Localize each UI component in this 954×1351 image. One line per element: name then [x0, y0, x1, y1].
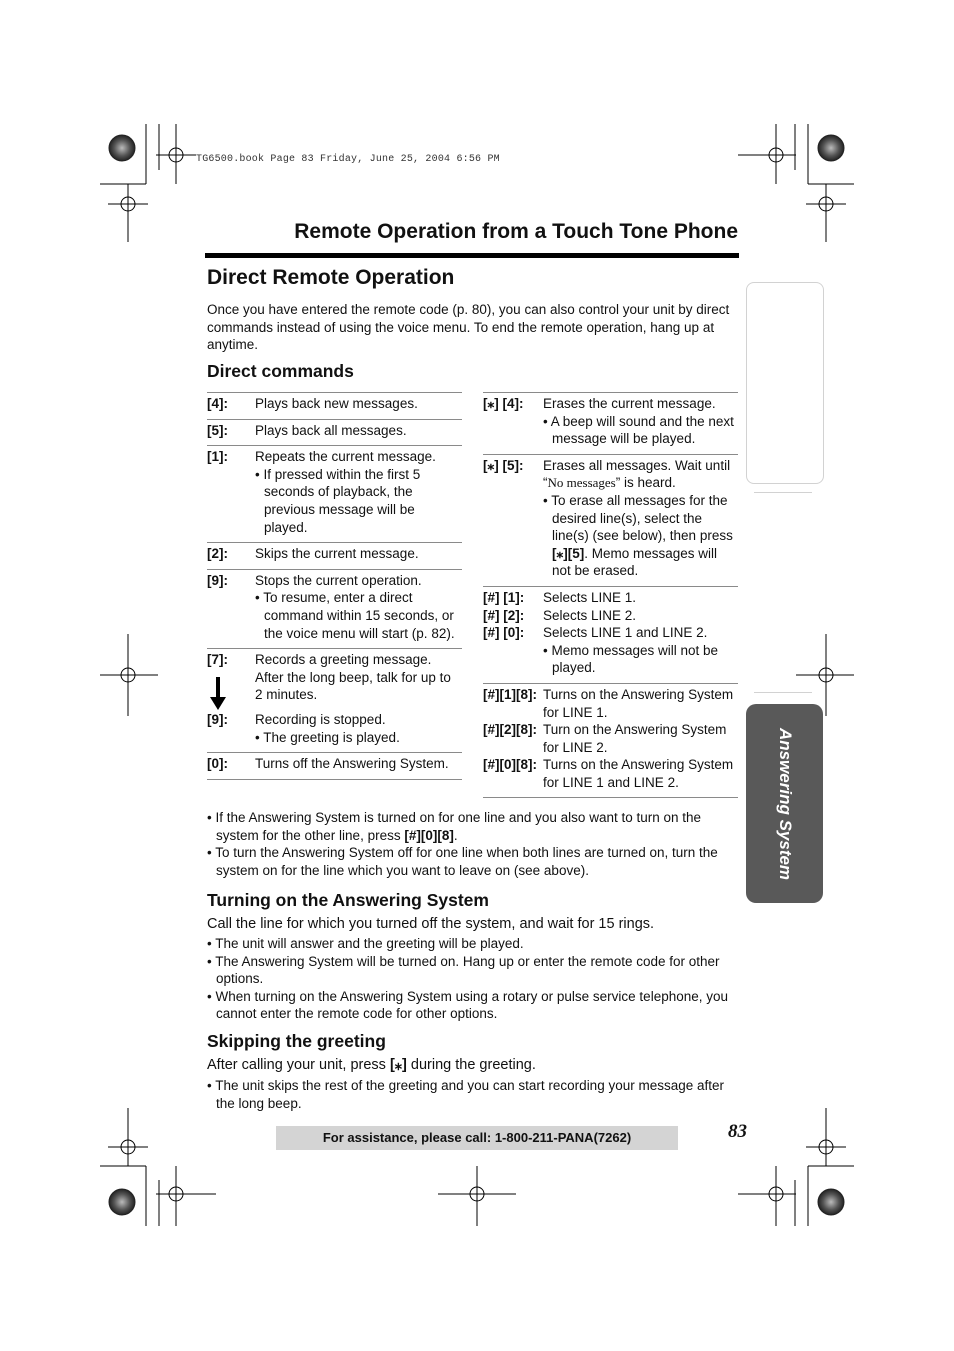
skipping-lead — [207, 1056, 737, 1074]
command-description: Selects LINE 1 and LINE 2. — [543, 625, 708, 641]
command-key: [⁎] [5]: — [483, 457, 524, 473]
direct-commands-heading: Direct commands — [207, 361, 354, 381]
command-description: Plays back all messages. — [255, 422, 407, 438]
note-part: • To erase all messages for the desired line(s), select the line(s) (see below), then press — [543, 492, 733, 544]
note-text: . — [453, 827, 458, 843]
command-note: • To resume, enter a direct command within 15 seconds, or the voice menu will start (p. 82). — [255, 590, 455, 641]
down-arrow-icon — [210, 677, 226, 711]
command-description: Records a greeting message. After the long beep, talk for up to 2 minutes. — [255, 652, 451, 703]
page-header-title: Remote Operation from a Touch Tone Phone — [294, 220, 738, 243]
bullet-item: • When turning on the Answering System using a rotary or pulse service telephone, you cannot enter the remote code for other options. — [207, 988, 729, 1021]
command-key: [#][0][8]: — [483, 757, 537, 773]
left-command-table — [207, 392, 462, 780]
command-description: Turns on the Answering System for LINE 1 and LINE 2. — [543, 757, 734, 790]
notes-block — [207, 809, 737, 879]
command-row-5 — [207, 419, 462, 446]
page-number: 83 — [728, 1121, 747, 1142]
note-part: . Memo messages will not be erased. — [552, 545, 718, 579]
note-item — [207, 809, 737, 844]
turning-on-lead: Call the line for which you turned off the system, and wait for 15 rings. — [207, 916, 655, 932]
command-description: Selects LINE 2. — [543, 607, 637, 623]
command-key: [1]: — [207, 449, 228, 465]
command-note: • A beep will sound and the next message will be played. — [543, 413, 734, 447]
desc-part: ” is heard. — [615, 475, 676, 491]
color-target-top-left — [109, 135, 135, 161]
turning-on-heading: Turning on the Answering System — [207, 890, 489, 910]
voice-prompt-text: No messages — [547, 475, 616, 491]
crop-mark-mid-left — [100, 634, 158, 716]
command-key: [9]: — [207, 711, 228, 727]
command-description: Skips the current message. — [255, 546, 419, 562]
command-note: • The greeting is played. — [255, 729, 400, 745]
color-target-bottom-right — [818, 1189, 844, 1215]
crop-mark-bottom-right — [738, 1108, 854, 1226]
command-row-line-select — [483, 586, 738, 683]
command-description: Stops the current operation. — [255, 572, 422, 588]
side-tab-divider — [754, 692, 812, 693]
color-target-bottom-left — [109, 1189, 135, 1215]
command-key: [#] [1]: — [483, 589, 525, 605]
note-key: [#][0][8] — [404, 827, 454, 843]
note-item: • To turn the Answering System off for one line when both lines are turned on, turn the system on for the line which you want to leave on (see above). — [207, 845, 718, 878]
side-tab-blank — [746, 282, 824, 484]
command-key: [0]: — [207, 756, 228, 772]
command-key: [#][2][8]: — [483, 722, 537, 738]
bullet-item: • The Answering System will be turned on. Hang up or enter the remote code for other options. — [207, 953, 720, 986]
command-description: Turns off the Answering System. — [255, 756, 449, 772]
command-description: Recording is stopped. — [255, 711, 386, 727]
command-row-1 — [207, 445, 462, 542]
command-note — [543, 492, 738, 580]
command-row-7 — [207, 648, 462, 752]
section-title: Direct Remote Operation — [207, 266, 455, 289]
command-key: [4]: — [207, 396, 228, 411]
side-tab-label: Answering System — [775, 727, 795, 880]
command-key: [#] [2]: — [483, 607, 525, 623]
command-key: [7]: — [207, 652, 228, 668]
command-key: [⁎] [4]: — [483, 396, 524, 411]
book-info-line: TG6500.book Page 83 Friday, June 25, 2004 6:56 PM — [196, 154, 500, 165]
command-key: [#] [0]: — [483, 625, 525, 641]
side-tab-answering-system — [746, 704, 823, 903]
skipping-heading: Skipping the greeting — [207, 1031, 386, 1051]
right-command-table — [483, 392, 738, 798]
command-key: [9]: — [207, 572, 228, 588]
note-text: • If the Answering System is turned on for one line and you also want to turn on the system for the other line, press — [207, 810, 702, 843]
command-row-star-5 — [483, 454, 738, 586]
crop-mark-bottom-center — [438, 1166, 516, 1226]
skipping-bullets — [207, 1077, 737, 1112]
command-row-4 — [207, 392, 462, 419]
desc-part: Erases all messages. Wait until “ — [543, 457, 731, 491]
command-row-2 — [207, 542, 462, 569]
command-note: • If pressed within the first 5 seconds of playback, the previous message will be played. — [255, 466, 421, 535]
command-row-star-4 — [483, 392, 738, 454]
turning-on-bullets — [207, 935, 737, 1023]
bullet-item: • The unit will answer and the greeting will be played. — [207, 936, 524, 951]
crop-mark-top-left — [100, 124, 196, 242]
lead-key: [⁎] — [389, 1057, 407, 1073]
command-key: [2]: — [207, 546, 228, 562]
side-tab-divider — [754, 492, 812, 493]
command-key: [#][1][8]: — [483, 686, 537, 702]
command-description — [543, 457, 738, 492]
color-target-top-right — [818, 135, 844, 161]
crop-mark-top-right — [738, 124, 854, 242]
command-row-9 — [207, 569, 462, 648]
assistance-footer: For assistance, please call: 1-800-211-PANA(7262) — [276, 1126, 678, 1150]
crop-mark-bottom-left — [100, 1108, 216, 1226]
command-note: • Memo messages will not be played. — [543, 642, 719, 676]
command-description: Repeats the current message. — [255, 449, 436, 465]
command-key: [5]: — [207, 422, 228, 438]
lead-text: After calling your unit, press — [207, 1057, 390, 1073]
header-rule — [205, 253, 739, 258]
command-description: Erases the current message. — [543, 396, 716, 411]
command-description: Selects LINE 1. — [543, 589, 637, 605]
intro-paragraph: Once you have entered the remote code (p. 80), you can also control your unit by direct commands instead of using the voice menu. To end the remote operation, hang up at anytime. — [207, 302, 730, 352]
command-description: Plays back new messages. — [255, 396, 418, 411]
bullet-item: • The unit skips the rest of the greeting and you can start recording your message after the long beep. — [207, 1078, 725, 1111]
lead-text: during the greeting. — [406, 1057, 536, 1073]
command-description: Turn on the Answering System for LINE 2. — [543, 722, 727, 755]
note-key: [⁎][5] — [552, 545, 585, 561]
command-description: Turns on the Answering System for LINE 1. — [543, 686, 734, 720]
command-row-0 — [207, 752, 462, 780]
command-row-answer-on — [483, 683, 738, 799]
